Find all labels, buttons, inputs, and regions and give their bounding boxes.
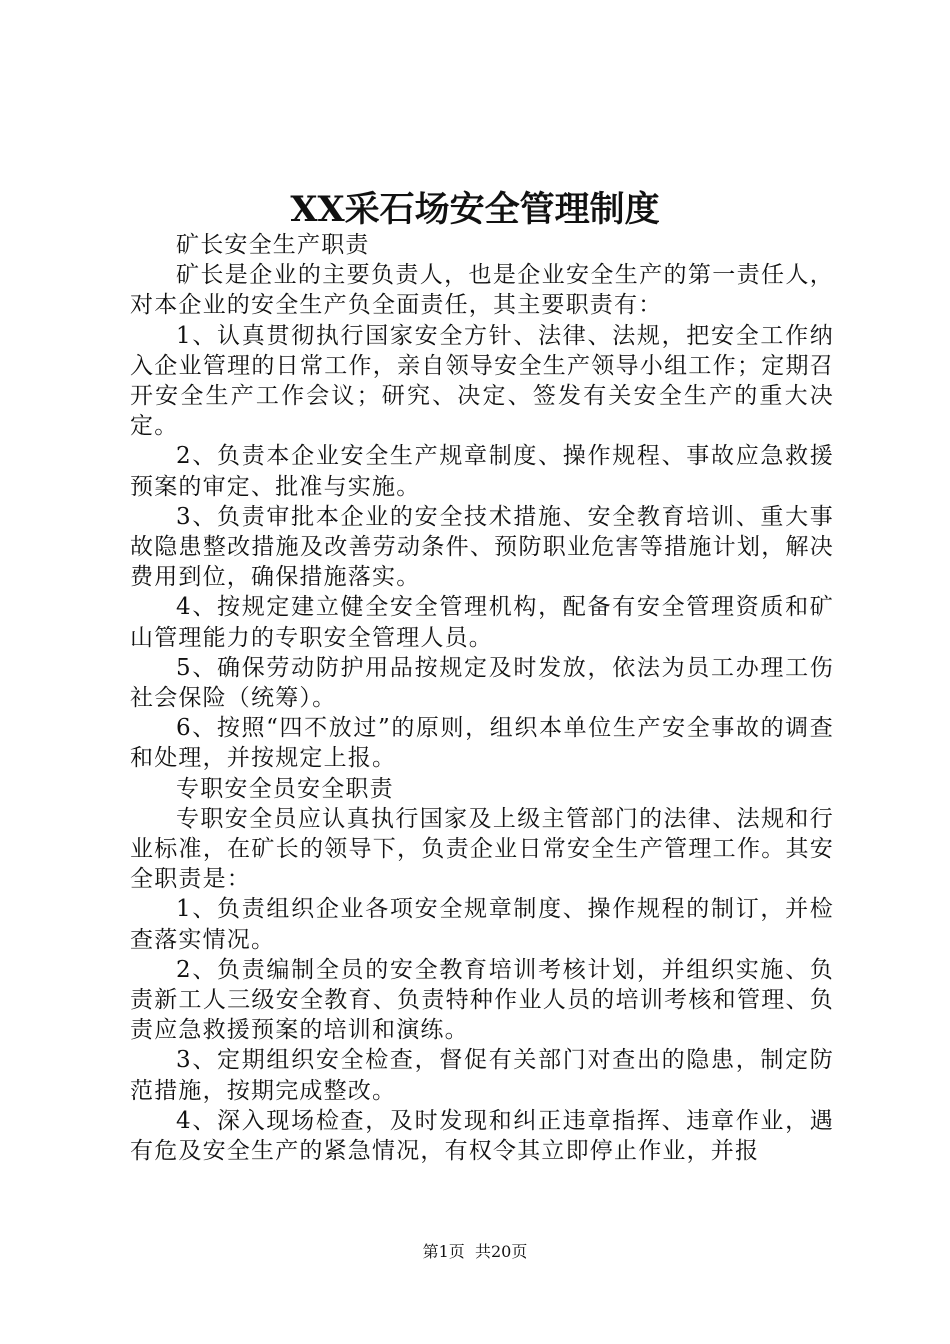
paragraph: 6、按照“四不放过”的原则，组织本单位生产安全事故的调查和处理，并按规定上报。	[130, 715, 834, 772]
page-footer	[0, 1241, 950, 1263]
page-number: 第1页	[422, 1242, 465, 1261]
paragraph: 1、认真贯彻执行国家安全方针、法律、法规，把安全工作纳入企业管理的日常工作，亲自领导安全生产领导小组工作；定期召开安全生产工作会议；研究、决定、签发有关安全生产的重大决定。	[130, 322, 834, 440]
paragraph: 4、深入现场检查，及时发现和纠正违章指挥、违章作业，遇有危及安全生产的紧急情况，有权令其立即停止作业，并报	[130, 1107, 834, 1165]
paragraph: 2、负责本企业安全生产规章制度、操作规程、事故应急救援预案的审定、批准与实施。	[130, 443, 834, 500]
paragraph: 5、确保劳动防护用品按规定及时发放，依法为员工办理工伤社会保险（统筹）。	[130, 654, 834, 712]
paragraph: 专职安全员应认真执行国家及上级主管部门的法律、法规和行业标准，在矿长的领导下，负责企业日常安全生产管理工作。其安全职责是：	[130, 805, 834, 893]
document-body	[130, 230, 834, 1166]
page-total: 共20页	[474, 1242, 528, 1261]
section-heading-mine-manager: 矿长安全生产职责	[176, 232, 370, 258]
paragraph: 3、定期组织安全检查，督促有关部门对查出的隐患，制定防范措施，按期完成整改。	[130, 1047, 834, 1104]
document-title: XX采石场安全管理制度	[290, 189, 660, 230]
paragraph: 1、负责组织企业各项安全规章制度、操作规程的制订，并检查落实情况。	[130, 896, 834, 953]
paragraph: 矿长是企业的主要负责人，也是企业安全生产的第一责任人，对本企业的安全生产负全面责任，其主要职责有：	[130, 262, 834, 319]
paragraph: 4、按规定建立健全安全管理机构，配备有安全管理资质和矿山管理能力的专职安全管理人员。	[130, 594, 834, 651]
section-heading-safety-officer: 专职安全员安全职责	[176, 775, 394, 802]
paragraph: 2、负责编制全员的安全教育培训考核计划，并组织实施、负责新工人三级安全教育、负责特种作业人员的培训考核和管理、负责应急救援预案的培训和演练。	[130, 956, 834, 1044]
paragraph: 3、负责审批本企业的安全技术措施、安全教育培训、重大事故隐患整改措施及改善劳动条件、预防职业危害等措施计划，解决费用到位，确保措施落实。	[130, 503, 834, 591]
